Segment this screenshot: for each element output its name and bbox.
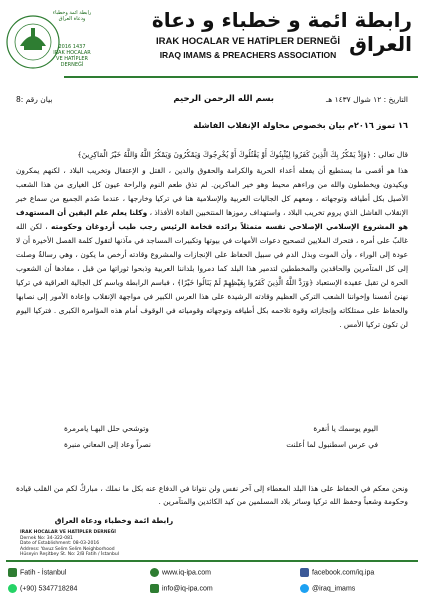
body-paragraph-bold: وكلنا يعلم علم اليقين أن المستهدف هو المشروع الإسلامي الإصلاحي نفسه متمثلاً برائده فخامة الرئيس رجب طيب أردوغان وحكومته	[16, 208, 409, 231]
header-divider	[64, 76, 418, 78]
footer-facebook-text[interactable]: facebook.com/iq.ipa	[312, 569, 375, 577]
signature-org: رابطة ائمة وخطباء ودعاة العراق	[54, 516, 174, 525]
bismillah: بسم الله الرحمن الرحيم	[173, 94, 274, 104]
signature-block	[14, 516, 214, 558]
body-paragraph-text: هذا هو أقصى ما يستطيع أن يفعله أعداء الحرية والكرامة والحقوق والدين ، القتل و الإعتقال وتخريب البلاد ، لكنهم يمكرون ويكيدون ويخططون والله من وراءهم محيط وهو خير الماكرين. لم تذق طعم النوم والراحة عيون كل الغيارى من هذا الشعب الأصيل بكل أطيافه وتوجهاته ، ومعهم كل الجاليات العربية والإسلامية هنا في تركيا وخارجها ، عندما صُدم الجميع من سماع خبر الإنقلاب الفاشل الذي يروم تخريب البلاد ، واستهداف رموزها المنتخبين القادة الأفذاذ ،	[16, 166, 409, 217]
stamp-line: Date of Establishment: 08-03-2016	[20, 541, 100, 547]
poem-hemistich-left: نصراً وعاد إلى المعاني منبرة	[64, 440, 151, 449]
globe-icon	[150, 568, 159, 577]
stamp-line: IRAK HOCALAR VE HATİPLER DERNEĞİ	[20, 530, 116, 535]
statement-subject: ١٦ تموز ٢٠١٦م بيان بخصوص محاولة الإنقلاب الفاشلة	[193, 120, 408, 130]
poem-hemistich-right: في عرس اسطنبول لما أعلنت	[286, 440, 378, 449]
letterhead	[0, 6, 424, 84]
footer-location-text: Fatih - İstanbul	[20, 569, 67, 577]
logo-caption	[52, 10, 92, 68]
footer-website-text[interactable]: www.iq-ipa.com	[162, 569, 212, 577]
logo-top-text: رابطة ائمة وخطباء ودعاة العراق	[52, 10, 92, 22]
footer-location	[8, 568, 66, 577]
whatsapp-icon	[8, 584, 17, 593]
mail-icon	[150, 584, 159, 593]
facebook-icon	[300, 568, 309, 577]
meta-line	[0, 95, 424, 109]
closing-text: ونحن معكم في الحفاظ على هذا البلد المعطاء إلى آخر نفس ولن نتوانا في الدفاع عنه بكل ما نملك ، مباركٌ لكم من القلب قيادة وحكومة وشعباً وحفظ الله تركيا وسائر بلاد المسلمين من كيد الكائدين والمتآمرين .	[16, 484, 408, 506]
footer-divider	[6, 560, 418, 562]
poem-row	[34, 424, 394, 440]
page-footer	[0, 560, 424, 600]
statement-date: التاريخ : ١٢ شوال ١٤٣٧ هـ	[326, 95, 408, 104]
logo-year-hijri: 1437	[72, 44, 86, 50]
footer-email-text[interactable]: info@iq-ipa.com	[162, 585, 213, 593]
statement-body	[16, 148, 408, 334]
poem-row	[34, 440, 394, 456]
stamp-line: Dernek No: 34-322-081	[20, 535, 73, 541]
footer-twitter[interactable]	[300, 584, 355, 593]
poem-hemistich-left: وتوشحي حلل البهـا يامرمرة	[64, 424, 149, 433]
statement-number: بيان رقم :8	[16, 95, 53, 104]
footer-email[interactable]	[150, 584, 213, 593]
body-paragraph-text-2: ، لكن الله غالبٌ على أمره ، فتحرك الملايين لتصحيح دعوات الأمهات في بيوتها وتكبيرات المساجد في مآذنها لتقول كلمة الفصل الأخيرة أن لا عودة إلى الوراء ، وأن الموت وبذل الدم في سبيل الحفاظ على الإنجازات والمشروع وقادته أرخص ما يكون ، وهي رسالةٌ وصلت إلى كل المتآمرين والحاقدين والمخططين لتدمير هذا البلد كما دمروا بلداننا العربية وذبحوا ثوراتها من قبل ، مفادها أن الشعوب الحرة لن تقبل عقيدة الإستعباد	[16, 222, 408, 287]
org-title-arabic: رابطة ائمة و خطباء و دعاة العراق	[151, 8, 412, 56]
location-pin-icon	[8, 568, 17, 577]
footer-phone[interactable]	[8, 584, 77, 593]
poem-hemistich-right: اليوم يوسمك يا أنقرة	[313, 424, 378, 433]
footer-facebook[interactable]	[300, 568, 374, 577]
stamp-line: Address: Yavuz Selim Selim Neighborhood	[20, 546, 115, 552]
body-paragraph	[16, 164, 408, 332]
footer-twitter-text[interactable]: @iraq_imams	[312, 585, 356, 593]
org-title-english: IRAQ IMAMS & PREACHERS ASSOCIATION	[159, 50, 337, 60]
twitter-icon	[300, 584, 309, 593]
quran-verse-opening: قال تعالى : ﴿وَإِذْ يَمْكُرُ بِكَ الَّذِينَ كَفَرُوا لِيُثْبِتُوكَ أَوْ يَقْتُلُوكَ أَوْ يُخْرِجُوكَ وَيَمْكُرُونَ وَيَمْكُرُ اللَّهُ وَاللَّهُ خَيْرُ الْمَاكِرِينَ﴾	[77, 150, 408, 159]
logo-year-gregorian: 2016	[58, 44, 72, 50]
quran-verse-inline: ﴿وَرَدَّ اللَّهُ الَّذِينَ كَفَرُوا بِغَيْظِهِمْ لَمْ يَنَالُوا خَيْرًا﴾	[176, 278, 314, 287]
footer-phone-text[interactable]: (+90) 5347718284	[20, 585, 78, 593]
poem-verses	[34, 424, 394, 456]
org-title-turkish: IRAK HOCALAR VE HATİPLER DERNEĞİ	[155, 36, 341, 47]
body-paragraph-text-3: ، فباسم الرابطة وباسم كل الجالية العراقية في تركيا نهنئ أنفسنا وإخواننا الشعب التركي العظيم وقادته الرشيدة على هذا العرس الكبير في مواجهة الإنقلاب وإعادة الأمور إلى نصابها والحفاظ على ممتلكاته وإنجازاته وقوة تلاحمه بكل أطيافه وتوجهاته وقومياته في الوقوف أمام هذه المؤامرة الكبرى . فتركيا اليوم لن تكون تركيا الأمس .	[16, 278, 408, 329]
footer-website[interactable]	[150, 568, 211, 577]
stamp-line: Hüseyin Reşitbey St. No: 2/B Fatih / İstanbul	[20, 552, 119, 558]
closing-paragraph	[16, 482, 408, 508]
logo-bottom-text: IRAK HOCALAR VE HATİPLER DERNEĞİ	[53, 50, 91, 68]
